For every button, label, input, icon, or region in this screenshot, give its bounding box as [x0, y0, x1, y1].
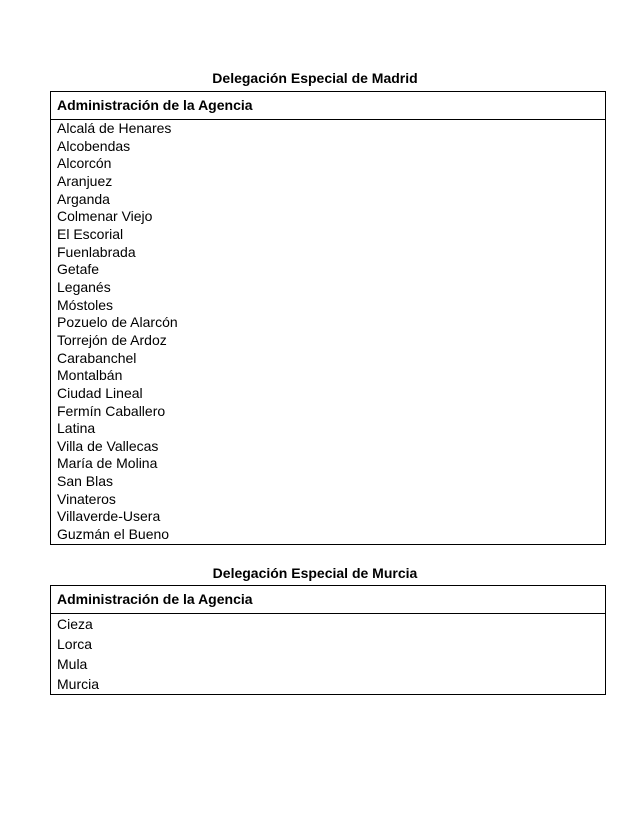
list-item: Cieza	[57, 616, 93, 632]
list-item: Getafe	[57, 261, 100, 278]
list-item: Aranjuez	[57, 172, 113, 189]
table-murcia	[50, 585, 606, 695]
list-madrid	[51, 120, 605, 544]
list-item: Fuenlabrada	[57, 243, 136, 260]
list-item: Fermín Caballero	[57, 402, 166, 419]
list-item: María de Molina	[57, 455, 158, 472]
list-item: El Escorial	[57, 225, 124, 242]
list-item: Colmenar Viejo	[57, 208, 153, 225]
list-item: Villaverde-Usera	[57, 508, 161, 525]
list-item: Carabanchel	[57, 349, 137, 366]
list-item: Villa de Vallecas	[57, 437, 159, 454]
list-item: Arganda	[57, 190, 110, 207]
list-item: Guzmán el Bueno	[57, 526, 170, 543]
table-header-madrid: Administración de la Agencia	[51, 92, 605, 120]
list-item: San Blas	[57, 473, 114, 490]
section-title-murcia: Delegación Especial de Murcia	[212, 565, 418, 581]
table-header-murcia: Administración de la Agencia	[51, 586, 605, 614]
table-madrid	[50, 91, 606, 545]
list-item: Latina	[57, 420, 96, 437]
list-item: Alcalá de Henares	[57, 120, 172, 136]
list-item: Ciudad Lineal	[57, 384, 143, 401]
list-item: Pozuelo de Alarcón	[57, 314, 178, 331]
list-item: Lorca	[57, 636, 93, 652]
list-murcia	[51, 614, 605, 694]
list-item: Torrejón de Ardoz	[57, 331, 167, 348]
section-title-madrid: Delegación Especial de Madrid	[212, 70, 418, 86]
list-item: Leganés	[57, 278, 111, 295]
list-item: Móstoles	[57, 296, 114, 313]
list-item: Montalbán	[57, 367, 123, 384]
list-item: Alcobendas	[57, 137, 131, 154]
list-item: Murcia	[57, 676, 100, 692]
list-item: Mula	[57, 656, 88, 672]
list-item: Vinateros	[57, 490, 116, 507]
list-item: Alcorcón	[57, 155, 112, 172]
